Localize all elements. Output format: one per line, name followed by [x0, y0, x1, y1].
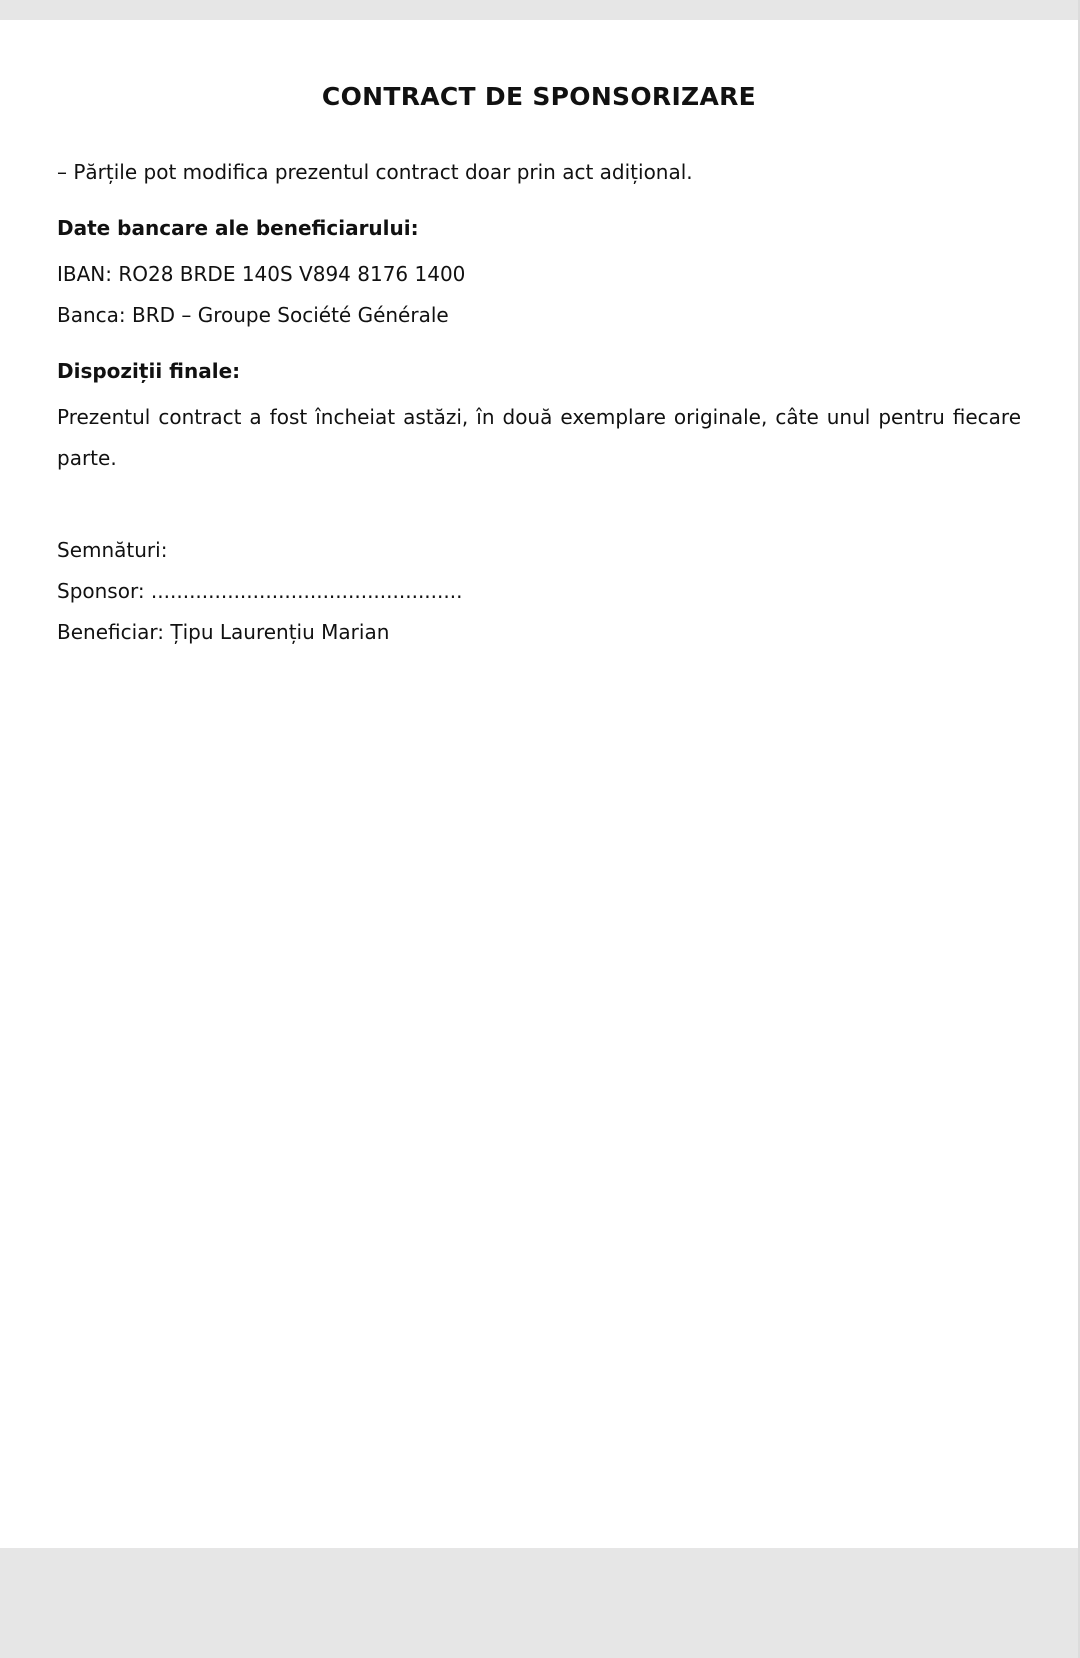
iban-line: IBAN: RO28 BRDE 140S V894 8176 1400: [57, 262, 466, 286]
document-body: [57, 152, 1021, 653]
final-provisions-text: Prezentul contract a fost încheiat astăzi, în două exemplare originale, câte unul pentru fiecare parte.: [57, 405, 1021, 470]
sponsor-signature-line: Sponsor: .................................................: [57, 579, 463, 603]
clause-amendment: – Părțile pot modifica prezentul contract doar prin act adițional.: [57, 160, 693, 184]
bank-details-heading: Date bancare ale beneficiarului:: [57, 216, 419, 240]
signatures-heading: Semnături:: [57, 538, 168, 562]
beneficiary-signature-line: Beneficiar: Țipu Laurențiu Marian: [57, 620, 390, 644]
final-provisions-heading: Dispoziții finale:: [57, 359, 241, 383]
signatures-block: [57, 530, 1021, 653]
bank-name-line: Banca: BRD – Groupe Société Générale: [57, 303, 449, 327]
document-title: CONTRACT DE SPONSORIZARE: [321, 82, 757, 111]
document-page: [0, 20, 1078, 1548]
